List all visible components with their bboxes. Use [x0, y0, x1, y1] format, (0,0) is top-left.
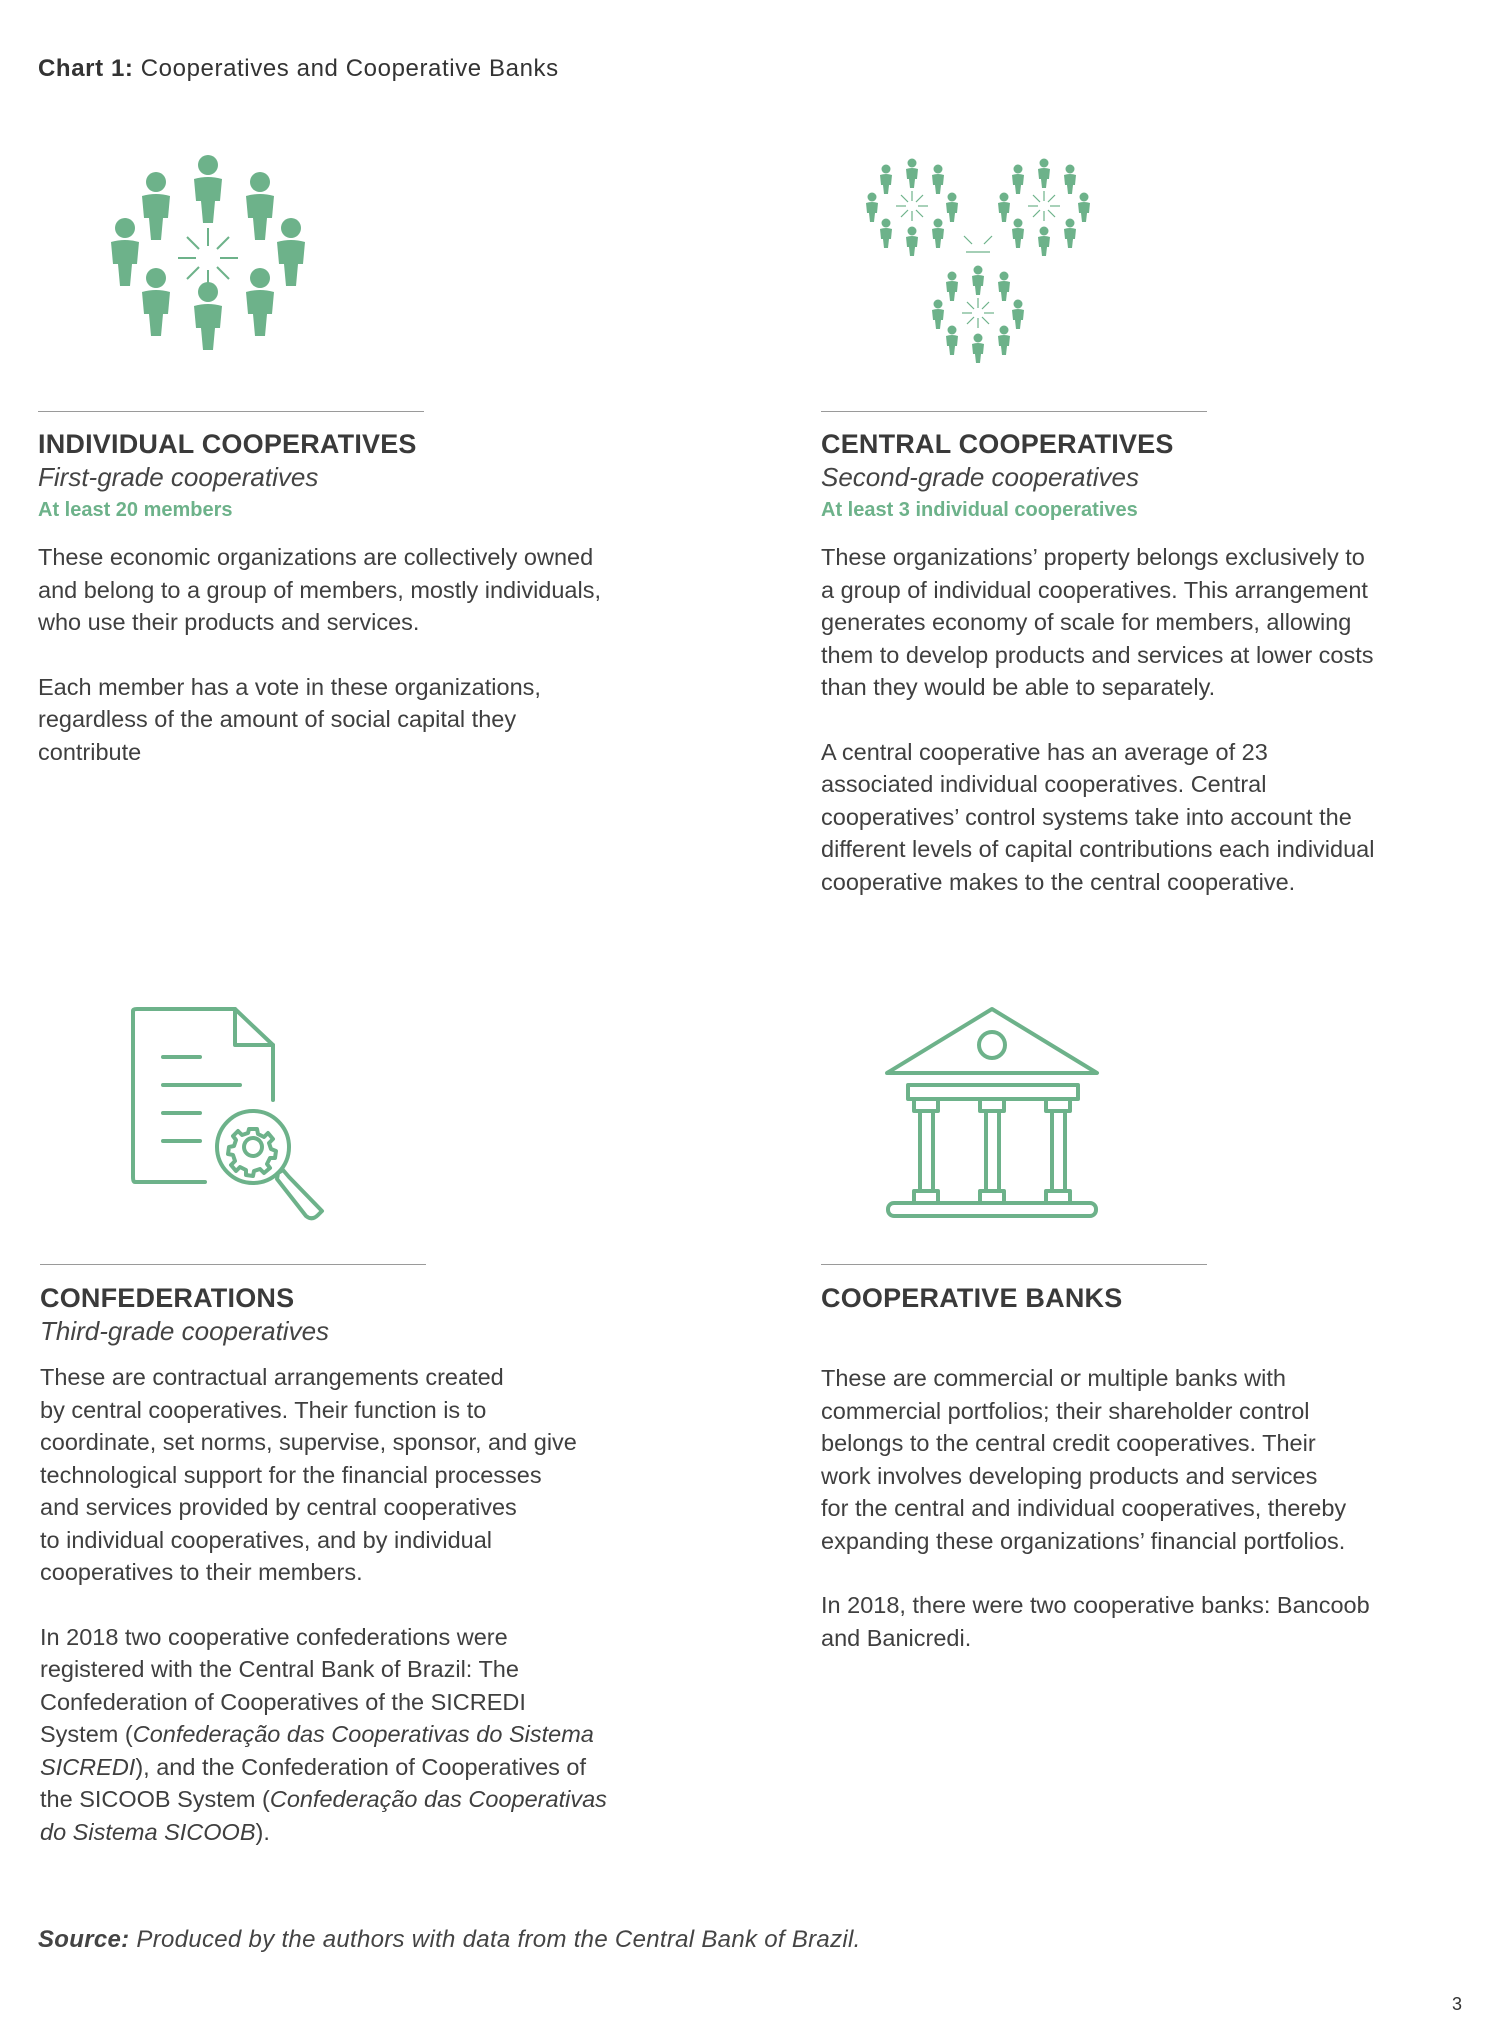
page-number: 3 — [1452, 1994, 1463, 2014]
divider-central — [821, 411, 1207, 412]
central-paragraph-1: These organizations’ property belongs exclusively to a group of individual cooperatives. This arrangement generates economy of scale for members, allowing them to develop products and services at lower costs than they would be able to separately. — [821, 544, 1374, 700]
individual-paragraph-2: Each member has a vote in these organizations, regardless of the amount of social capital they contribute — [38, 673, 541, 765]
chart-title — [38, 55, 559, 83]
chart-title-text: Cooperatives and Cooperative Banks — [133, 55, 559, 82]
central-paragraph-2: A central cooperative has an average of 23 associated individual cooperatives. Central cooperatives’ control systems take into account the different levels of capital contributions each individual cooperative makes to the central cooperative. — [821, 738, 1375, 895]
banks-paragraph-1: These are commercial or multiple banks with commercial portfolios; their shareholder control belongs to the central credit cooperatives. Their work involves developing products and services for the central and individual cooperatives, thereby expanding these organizations’ financial portfolios. — [821, 1365, 1347, 1554]
confederations-p2-part-c: ), and the Confederation of Cooperatives of the SICOOB System ( — [40, 1753, 587, 1812]
confederations-p2-part-e: ). — [255, 1818, 270, 1845]
divider-confederations — [40, 1264, 426, 1265]
central-cooperatives-section — [821, 428, 1421, 898]
individual-paragraph-1: These economic organizations are collectively owned and belong to a group of members, mostly individuals, who use their products and services. — [38, 544, 602, 635]
confederations-p2-part-a: In 2018 two cooperative confederations were registered with the Central Bank of Brazil: The Confederation of Cooperatives of the SICREDI System ( — [40, 1623, 526, 1747]
divider-banks — [821, 1264, 1207, 1265]
individual-subtitle: First-grade cooperatives — [38, 462, 319, 492]
confederations-p2-sicredi-name: Confederação das Cooperativas do Sistema SICREDI — [40, 1721, 594, 1780]
source-text: Produced by the authors with data from the Central Bank of Brazil. — [129, 1926, 861, 1953]
confederations-paragraph-1: These are contractual arrangements created by central cooperatives. Their function is to coordinate, set norms, supervise, sponsor, and give technological support for the financial processes and services provided by central cooperatives to individual cooperatives, and by individual cooperatives to their members. — [40, 1364, 577, 1585]
bank-building-icon — [882, 1005, 1102, 1225]
confederations-subtitle: Third-grade cooperatives — [40, 1316, 330, 1346]
central-subtitle: Second-grade cooperatives — [821, 462, 1139, 492]
central-requirement: At least 3 individual cooperatives — [821, 499, 1138, 521]
people-clusters-icon — [860, 150, 1100, 370]
individual-requirement: At least 20 members — [38, 499, 233, 521]
source-note — [38, 1926, 861, 1954]
confederations-p2-sicoob-name: Confederação das Cooperativas do Sistema SICOOB — [40, 1786, 607, 1845]
central-title: CENTRAL COOPERATIVES — [821, 429, 1174, 459]
confederations-section — [40, 1282, 640, 1848]
cooperative-banks-section — [821, 1282, 1421, 1654]
source-label: Source: — [38, 1926, 130, 1953]
individual-title: INDIVIDUAL COOPERATIVES — [38, 429, 417, 459]
confederations-title: CONFEDERATIONS — [40, 1283, 295, 1313]
divider-individual — [38, 411, 424, 412]
document-search-gear-icon — [125, 1005, 335, 1225]
banks-title: COOPERATIVE BANKS — [821, 1283, 1123, 1313]
banks-paragraph-2: In 2018, there were two cooperative banks: Bancoob and Banicredi. — [821, 1592, 1370, 1651]
individual-cooperatives-section — [38, 428, 638, 768]
chart-title-label: Chart 1: — [38, 55, 134, 82]
people-circle-icon — [100, 150, 320, 370]
confederations-paragraph-2 — [40, 1621, 640, 1849]
